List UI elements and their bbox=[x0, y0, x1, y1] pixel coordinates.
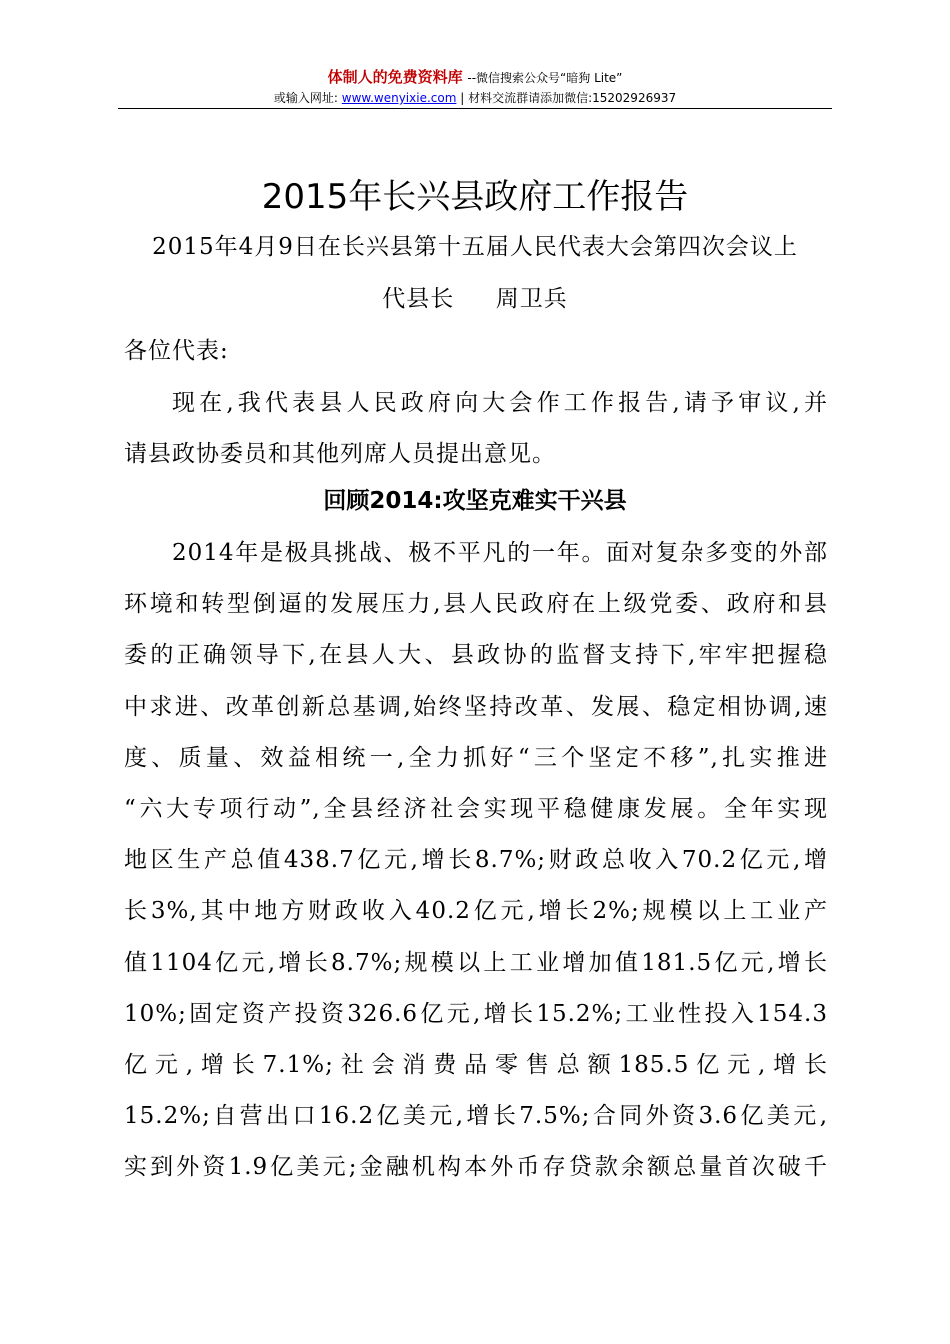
paragraph-line: 现在,我代表县人民政府向大会作工作报告,请予审议,并 bbox=[172, 390, 828, 416]
paragraph-line: 请县政协委员和其他列席人员提出意见。 bbox=[124, 441, 556, 467]
paragraph-line: 长3%,其中地方财政收入40.2亿元,增长2%;规模以上工业产 bbox=[124, 898, 828, 925]
paragraph-line: 度、质量、效益相统一,全力抓好“三个坚定不移”,扎实推进 bbox=[124, 744, 828, 771]
url-prefix: 或输入网址: bbox=[273, 91, 338, 105]
paragraph-line: 地区生产总值438.7亿元,增长8.7%;财政总收入70.2亿元,增 bbox=[124, 847, 828, 874]
intro-paragraph bbox=[124, 378, 828, 480]
paragraph-line: 亿元,增长7.1%;社会消费品零售总额185.5亿元,增长 bbox=[124, 1052, 828, 1079]
paragraph-line: 实到外资1.9亿美元;金融机构本外币存贷款余额总量首次破千 bbox=[124, 1154, 828, 1181]
website-link[interactable]: www.wenyixie.com bbox=[341, 91, 457, 105]
section-heading: 回顾2014:攻坚克难实干兴县 bbox=[323, 488, 627, 514]
header-contact-line bbox=[118, 89, 832, 107]
document-subtitle: 2015年4月9日在长兴县第十五届人民代表大会第四次会议上 bbox=[152, 234, 798, 260]
contact-suffix: | 材料交流群请添加微信:15202926937 bbox=[460, 91, 677, 105]
header-divider bbox=[118, 108, 832, 109]
page-header bbox=[118, 66, 832, 107]
paragraph-line: 环境和转型倒逼的发展压力,县人民政府在上级党委、政府和县 bbox=[124, 591, 828, 618]
paragraph-line: “六大专项行动”,全县经济社会实现平稳健康发展。全年实现 bbox=[124, 796, 828, 823]
paragraph-line: 15.2%;自营出口16.2亿美元,增长7.5%;合同外资3.6亿美元, bbox=[124, 1103, 828, 1130]
body-paragraph bbox=[124, 528, 828, 1194]
paragraph-line: 委的正确领导下,在县人大、县政协的监督支持下,牢牢把握稳 bbox=[124, 642, 828, 669]
header-brand-line bbox=[118, 66, 832, 89]
paragraph-line: 2014年是极具挑战、极不平凡的一年。面对复杂多变的外部 bbox=[172, 540, 828, 566]
brand-name: 体制人的免费资料库 bbox=[327, 68, 463, 86]
paragraph-line: 10%;固定资产投资326.6亿元,增长15.2%;工业性投入154.3 bbox=[124, 1000, 828, 1027]
paragraph-line: 中求进、改革创新总基调,始终坚持改革、发展、稳定相协调,速 bbox=[124, 693, 828, 720]
document-title: 2015年长兴县政府工作报告 bbox=[261, 177, 689, 217]
salutation: 各位代表: bbox=[124, 338, 229, 364]
wechat-note: --微信搜索公众号“暗狗 Lite” bbox=[467, 71, 623, 85]
paragraph-line: 值1104亿元,增长8.7%;规模以上工业增加值181.5亿元,增长 bbox=[124, 949, 828, 976]
document-author: 代县长 周卫兵 bbox=[382, 286, 568, 312]
